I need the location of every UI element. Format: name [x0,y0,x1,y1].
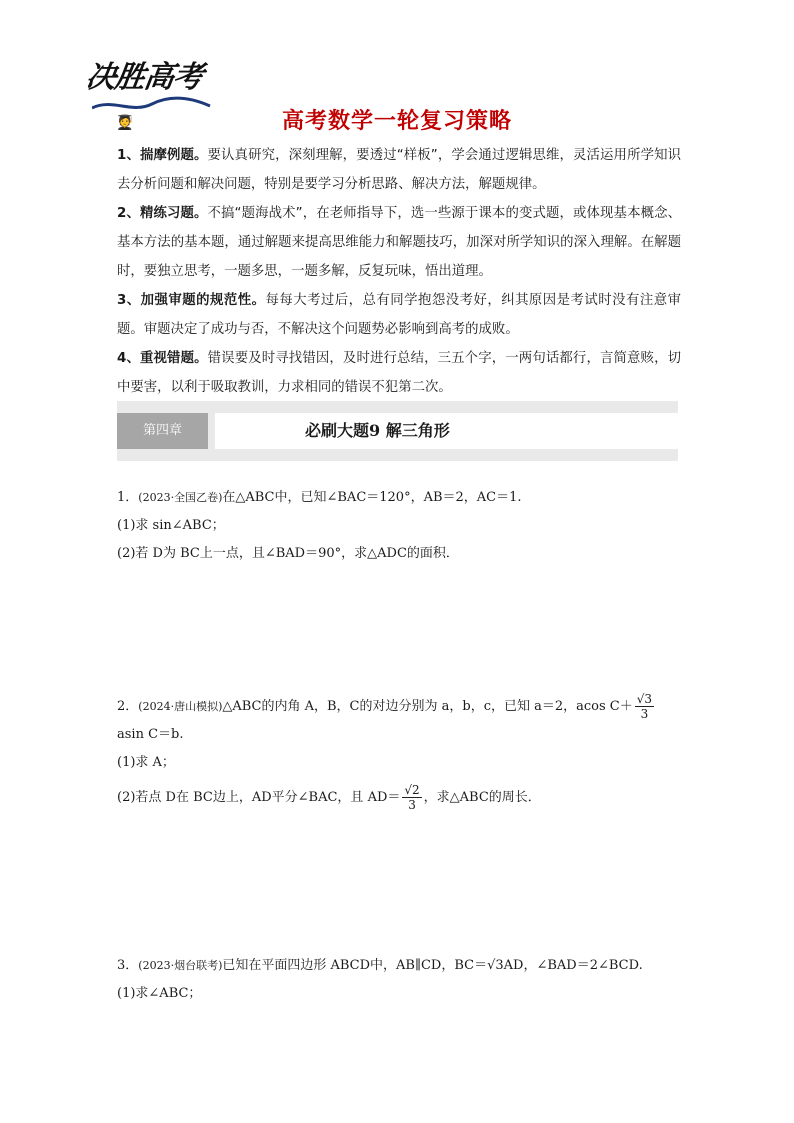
tip-4 [117,344,681,402]
question-source: (2024·唐山模拟) [138,700,223,713]
question-stem: 2．(2024·唐山模拟)△ABC的内角 A，B，C的对边分别为 a，b，c，已知 a＝2，acos C＋ $\frac{√3}{3}$ [117,692,653,721]
question-part: (2)若 D为 BC上一点，且∠BAD＝90°，求△ADC的面积． [117,546,459,561]
question-stem-cont: asin C＝b. [117,727,184,742]
chapter-tab: 第四章 [117,413,208,449]
tip-2 [117,199,681,286]
question-1 [117,484,682,568]
question-2 [117,692,682,812]
question-3 [117,952,682,1008]
tip-heading: 2、精练习题。 [117,206,208,221]
question-part: (1)求 sin∠ABC； [117,518,225,533]
page-title: 高考数学一轮复习策略 [281,109,512,134]
chapter-header [117,401,678,461]
tip-1 [117,141,681,199]
question-part: (2)若点 D在 BC边上，AD平分∠BAC，且 AD＝ $\frac{√2}{3}$ ，求△ABC的周长． [117,783,541,812]
tip-body: 要认真研究，深刻理解，要透过“样板”，学会通过逻辑思维，灵活运用所学知识去分析问题和解决问题，特别是要学习分析思路、解决方法，解题规律。 [117,148,681,192]
question-stem: 3．(2023·烟台联考)已知在平面四边形 ABCD中，AB∥CD，BC＝√3AD，∠BAD＝2∠BCD. [117,958,643,973]
strategy-tips [117,141,681,402]
tip-heading: 1、揣摩例题。 [117,148,208,163]
tip-body: 错误要及时寻找错因，及时进行总结，三五个字，一两句话都行，言简意赅，切中要害，以利于吸取教训，力求相同的错误不犯第二次。 [117,351,682,395]
question-part: (1)求∠ABC； [117,986,202,1001]
question-source: (2023·全国乙卷) [138,491,223,504]
tip-3 [117,286,681,344]
section-title: 必刷大题9 解三角形 [215,413,678,449]
fraction: $\frac{√3}{3}$ [636,692,653,721]
question-stem: 1．(2023·全国乙卷)在△ABC中，已知∠BAC＝120°，AB＝2，AC＝1. [117,490,522,505]
question-source: (2023·烟台联考) [138,959,223,972]
logo-text: 决胜高考 [83,60,205,95]
tip-body: 每每大考过后，总有同学抱怨没考好，纠其原因是考试时没有注意审题。审题决定了成功与否，不解决这个问题势必影响到高考的成败。 [117,293,681,337]
fraction: $\frac{√2}{3}$ [404,783,420,812]
question-part: (1)求 A； [117,755,175,770]
student-figure-icon: 🧑‍🎓 [116,115,134,131]
tip-body: 不搞“题海战术”，在老师指导下，选一些源于课本的变式题，或体现基本概念、基本方法的基本题，通过解题来提高思维能力和解题技巧，加深对所学知识的深入理解。在解题时，要独立思考，一题多思，一题多解，反复玩味，悟出道理。 [117,206,681,279]
tip-heading: 4、重视错题。 [117,351,208,366]
tip-heading: 3、加强审题的规范性。 [117,293,266,308]
